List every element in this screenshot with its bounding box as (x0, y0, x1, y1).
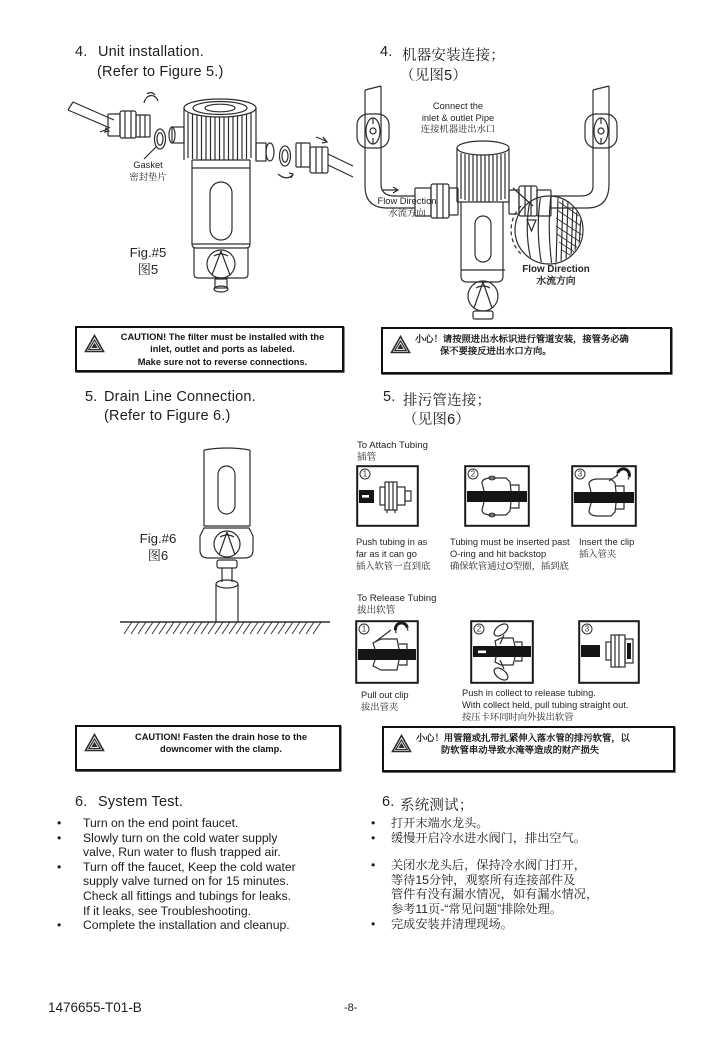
caption-line: Tubing must be inserted past (450, 537, 570, 547)
caption-line: far as it can go (356, 549, 417, 559)
section-number: 5. (383, 389, 396, 405)
page-number: -8- (344, 1002, 358, 1014)
warning-triangle-icon (391, 734, 412, 753)
svg-text:3: 3 (584, 624, 590, 634)
bullet (371, 873, 391, 888)
caution-line: inlet, outlet and ports as labeled. (150, 344, 295, 355)
caution-text (109, 727, 339, 756)
section-number: 4. (75, 44, 88, 60)
list-item-text: 关闭水龙头后，保持冷水阀门打开， (391, 858, 586, 873)
caption-line: With collect held, pull tubing straight out. (462, 700, 629, 710)
list-item-text: 等待15分钟，观察所有连接部件及 (391, 872, 576, 887)
section-title: 系统测试； (400, 798, 474, 814)
flow-direction-zh: 水流方向 (388, 207, 426, 218)
bullet: • (57, 830, 62, 845)
warning-triangle-icon (84, 334, 105, 353)
caption-line: 按压卡环同时向外拔出软管 (462, 712, 574, 722)
figure-6-caption-zh: 图6 (147, 547, 169, 563)
caution-line: CAUTION! Fasten the drain hose to the (134, 732, 307, 742)
caution-box-reverse-connections (75, 326, 344, 372)
release-tubing-title-zh: 拔出软管 (357, 605, 396, 616)
connect-pipe-label-line1: Connect the (432, 101, 484, 111)
gasket-label (113, 160, 183, 183)
figure-5-exploded-drawing (50, 86, 355, 321)
bullet: • (57, 859, 62, 874)
flow-direction-zh: 水流方向 (536, 275, 576, 287)
attach-step-3-drawing (571, 465, 637, 527)
section-number: 4. (380, 44, 393, 60)
attach-tubing-title (357, 440, 428, 464)
svg-text:3: 3 (577, 469, 583, 479)
attach-step-3-caption (579, 536, 669, 560)
caution-text (416, 728, 673, 757)
attach-step-2-panel (464, 465, 530, 527)
caution-line: 防软管串动导致水淹等造成的财产损失 (441, 745, 600, 756)
attach-tubing-title-zh: 插管 (357, 452, 377, 463)
section-title: System Test. (98, 794, 184, 810)
list-item (371, 831, 681, 846)
caption-line: 拔出管夹 (361, 702, 399, 712)
list-item (371, 917, 681, 932)
bullet (371, 902, 391, 917)
figure-6-drain-drawing (100, 438, 350, 700)
section-title: 排污管连接； (403, 393, 492, 409)
release-step-1-panel (355, 618, 419, 684)
caption-line: Insert the clip (579, 537, 635, 547)
section-5-subline-zh: （见图6） (403, 412, 471, 428)
attach-step-3-panel (571, 465, 637, 527)
bullet: • (371, 858, 376, 873)
bullet (57, 904, 83, 919)
caption-line: Pull out clip (361, 690, 409, 700)
list-item (371, 887, 681, 902)
flow-direction-en: Flow Direction (377, 196, 437, 206)
bullet (57, 889, 83, 904)
bullet: • (57, 816, 62, 830)
release-step-2-panel (470, 618, 534, 684)
warning-triangle-icon (84, 733, 105, 752)
system-test-list-zh (371, 816, 681, 931)
bullet: • (371, 830, 376, 845)
figure-5-caption-zh: 图5 (137, 261, 159, 277)
caution-line: CAUTION! The filter must be installed with the (120, 332, 325, 342)
list-item-text: Check all fittings and tubings for leaks. (83, 888, 291, 903)
bullet: • (371, 916, 376, 931)
bullet (57, 845, 83, 860)
list-item-text: 完成安装并清理现场。 (391, 916, 513, 931)
section-5-heading-en (85, 389, 256, 405)
section-4-subline-zh: （见图5） (400, 68, 468, 84)
attach-step-1-drawing (356, 465, 419, 527)
caution-line: downcomer with the clamp. (160, 744, 282, 755)
list-item-text: Complete the installation and cleanup. (83, 918, 290, 933)
connect-pipe-label (400, 101, 516, 136)
list-item (57, 889, 357, 904)
release-step-2-drawing (470, 618, 534, 684)
svg-text:2: 2 (470, 469, 476, 479)
list-item (371, 858, 681, 873)
caution-box-reverse-connections-zh (381, 327, 672, 374)
connect-pipe-label-line3: 连接机器进出水口 (420, 124, 496, 134)
section-title: Drain Line Connection. (104, 389, 256, 405)
list-item-text: 参考11页-“常见问题”排除处理。 (391, 901, 563, 916)
svg-text:1: 1 (361, 624, 367, 634)
release-step-1-caption (361, 689, 441, 713)
list-item (57, 831, 357, 846)
section-number: 5. (85, 389, 98, 405)
release-step-3-drawing (578, 618, 640, 684)
release-step-2-caption (462, 687, 657, 723)
section-4-heading-en (75, 44, 204, 60)
figure-5-caption (116, 245, 180, 278)
list-item-text: Turn off the faucet, Keep the cold water (83, 859, 296, 874)
figure-6-caption-en: Fig.#6 (139, 531, 177, 546)
gasket-label-en: Gasket (133, 160, 163, 170)
section-5-subline-en: (Refer to Figure 6.) (104, 408, 231, 424)
section-4-subline-en: (Refer to Figure 5.) (97, 64, 224, 80)
attach-step-1-panel (356, 465, 419, 527)
connect-pipe-label-line2: inlet & outlet Pipe (421, 112, 495, 123)
list-item (57, 845, 357, 860)
list-item-text: valve, Run water to flush trapped air. (83, 845, 281, 860)
figure-6-caption (126, 531, 190, 564)
release-tubing-title (357, 593, 436, 617)
caption-line: 插入管夹 (579, 549, 617, 559)
svg-text:2: 2 (476, 624, 482, 634)
attach-step-1-caption (356, 536, 456, 572)
release-step-3-panel (578, 618, 640, 684)
list-item-text: 缓慢开启冷水进水阀门，排出空气。 (391, 830, 586, 845)
caution-line: 小心！请按照进出水标识进行管道安装，接管务必确 (415, 334, 629, 344)
list-item (57, 816, 357, 831)
section-number: 6. (75, 794, 88, 810)
section-title: 机器安装连接； (402, 48, 505, 64)
section-5-heading-zh (383, 389, 491, 410)
bullet: • (57, 918, 62, 933)
list-item-text: 打开末端水龙头。 (391, 816, 489, 830)
list-item (371, 902, 681, 917)
section-6-heading-en (75, 794, 183, 810)
release-step-1-drawing (355, 618, 419, 684)
caution-text (415, 329, 670, 358)
flow-direction-label-left (372, 196, 442, 219)
list-item (371, 873, 681, 888)
figure-5-caption-en: Fig.#5 (129, 245, 167, 260)
warning-triangle-icon (390, 335, 411, 354)
list-item (371, 816, 681, 831)
svg-text:1: 1 (362, 469, 368, 479)
section-6-heading-zh (382, 794, 474, 815)
caption-line: 确保软管通过O型圈，插到底 (450, 561, 569, 571)
caution-box-drain-hose-zh (382, 726, 675, 772)
list-item-text: Slowly turn on the cold water supply (83, 830, 278, 845)
section-title: Unit installation. (98, 44, 204, 60)
list-item-text: If it leaks, see Troubleshooting. (83, 903, 252, 918)
gasket-label-zh: 密封垫片 (129, 171, 167, 182)
release-tubing-title-en: To Release Tubing (357, 593, 437, 604)
caption-line: O-ring and hit backstop (450, 549, 547, 559)
caution-text (109, 328, 342, 368)
list-item (57, 904, 357, 919)
list-item (57, 918, 357, 933)
attach-step-2-drawing (464, 465, 530, 527)
list-item-text: 管件有没有漏水情况，如有漏水情况， (391, 887, 599, 902)
attach-step-2-caption (450, 536, 578, 572)
caution-box-drain-hose (75, 725, 341, 771)
flow-direction-label-right (506, 264, 606, 287)
system-test-list-en (57, 816, 357, 933)
caption-line: Push tubing in as (356, 537, 428, 547)
caption-line: 插入软管一直到底 (356, 561, 431, 571)
section-number: 6. (382, 794, 395, 810)
list-item-text: Turn on the end point faucet. (83, 816, 239, 830)
document-number: 1476655-T01-B (48, 1000, 142, 1015)
bullet (57, 874, 83, 889)
bullet: • (371, 816, 376, 830)
list-item-text: supply valve turned on for 15 minutes. (83, 874, 289, 889)
attach-tubing-title-en: To Attach Tubing (357, 440, 428, 451)
list-item (57, 860, 357, 875)
list-item (57, 874, 357, 889)
section-4-heading-zh (380, 44, 505, 65)
caution-line: 小心！用管箍或扎带扎紧伸入落水管的排污软管，以 (416, 733, 630, 743)
caution-line: Make sure not to reverse connections. (137, 356, 308, 367)
flow-direction-en: Flow Direction (522, 264, 590, 275)
caution-line: 保不要接反进出水口方向。 (440, 346, 552, 357)
bullet (371, 887, 391, 902)
caption-line: Push in collect to release tubing. (462, 688, 596, 698)
